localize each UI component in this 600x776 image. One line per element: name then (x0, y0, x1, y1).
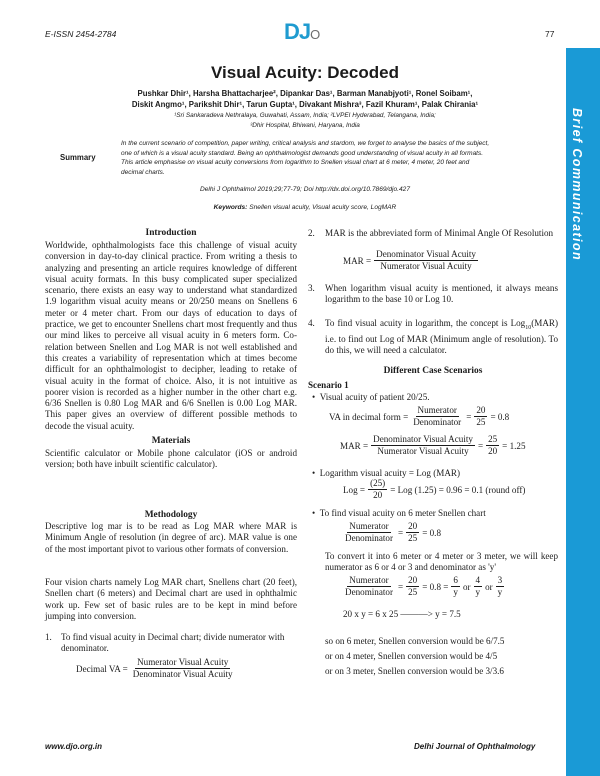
conversion-fraction-2 (451, 575, 460, 598)
article-type-sidebar (566, 48, 600, 776)
result-line-2: or on 4 meter, Snellen conversion would be 4/5 (325, 651, 498, 661)
affiliation-1: ¹Sri Sankaradeva Nethralaya, Guwahati, Assam, India; ²LVPEI Hyderabad, Telangana, India; (174, 112, 436, 119)
log-label: Log = (343, 484, 366, 495)
snellen-equals: = (397, 527, 404, 538)
journal-logo (284, 19, 320, 45)
conversion-fraction-1 (406, 575, 419, 598)
calc-line: 20 x y = 6 x 25 ———> y = 7.5 (343, 609, 461, 619)
mar-equals-2: = (477, 440, 484, 451)
cases-heading: Different Case Scenarios (383, 366, 483, 376)
methodology-text-1: Descriptive log mar is to be read as Log MAR where MAR is Minimum Angle of resolution (in degree of arc). MAR value is one of the most important pivot to various other formats of conversion. (45, 521, 297, 554)
conversion-f2-numerator: 6 (453, 575, 458, 585)
page-number: 77 (545, 29, 555, 39)
bullet-2-text: Logarithm visual acuity = Log (MAR) (319, 468, 460, 478)
conversion-equals: = (397, 581, 404, 592)
methodology-heading: Methodology (144, 510, 198, 520)
log-numerator: (25) (370, 478, 386, 488)
article-type-label: Brief Communication (570, 108, 584, 261)
item-4-text-a: To find visual acuity in logarithm, the concept is Log (325, 318, 526, 328)
conversion-fraction-4 (496, 575, 505, 598)
snellen-value-numerator: 20 (408, 521, 418, 531)
decimal-va-equation (76, 657, 235, 680)
keywords-list: Snellen visual acuity, Visual acuity score, LogMAR (249, 204, 397, 211)
conversion-f1-numerator: 20 (408, 575, 418, 585)
scenario-label: Scenario 1 (308, 380, 349, 390)
va-result: = 0.8 (490, 411, 510, 422)
conversion-f3-denominator: y (475, 587, 481, 597)
va-denominator: Denominator (413, 417, 462, 427)
summary-label: Summary (60, 153, 96, 162)
mar-fraction-2 (371, 434, 475, 457)
item-2-text: MAR is the abbreviated form of Minimal Angle Of Resolution (325, 228, 554, 238)
decimal-va-denominator: Denominator Visual Acuity (132, 669, 233, 679)
conversion-or-1: or (462, 581, 471, 592)
va-decimal-equation (329, 405, 509, 428)
mar-value-numerator: 25 (488, 434, 498, 444)
decimal-va-numerator: Numerator Visual Acuity (137, 657, 229, 667)
va-decimal-label: VA in decimal form = (329, 411, 409, 422)
va-value-numerator: 20 (476, 405, 486, 415)
item-4-number: 4. (308, 318, 315, 328)
item-3-number: 3. (308, 283, 315, 293)
item-4-text-b: (MAR) i.e. to find out Log of MAR (Minimum angle of resolution). To do this, we will need a calculator. (325, 318, 558, 356)
log-denominator: 20 (373, 490, 383, 500)
conversion-or-2: or (485, 581, 493, 592)
footer-url[interactable]: www.djo.org.in (45, 742, 103, 751)
conversion-f4-numerator: 3 (497, 575, 503, 585)
conversion-equals-2: = 0.8 = (422, 581, 449, 592)
mar-denominator: Numerator Visual Acuity (380, 261, 472, 271)
affiliations (60, 111, 550, 130)
conversion-fraction-3 (474, 575, 483, 598)
keywords (45, 204, 565, 211)
mar-label-2: MAR = (340, 440, 369, 451)
conversion-fraction (343, 575, 395, 598)
snellen-value-fraction (406, 521, 419, 544)
issn: E-ISSN 2454-2784 (45, 29, 117, 39)
snellen-numerator: Numerator (349, 521, 389, 531)
mar-result: = 1.25 (502, 440, 526, 451)
authors-line-1: Pushkar Dhir¹, Harsha Bhattacharjee², Dipankar Das¹, Barman Manabjyoti¹, Ronel Soibam¹, (137, 89, 473, 98)
result-line-3: or on 3 meter, Snellen conversion would be 3/3.6 (325, 666, 504, 676)
conversion-f4-denominator: y (497, 587, 503, 597)
va-equals: = (466, 411, 472, 422)
logo-suffix: O (310, 27, 321, 42)
logo-text: DJ (284, 19, 311, 44)
conversion-f1-denominator: 25 (408, 587, 418, 597)
log-equation (343, 478, 525, 501)
log-result: = Log (1.25) = 0.96 = 0.1 (round off) (390, 484, 526, 495)
mar-equation (343, 249, 478, 272)
conversion-numerator: Numerator (349, 575, 389, 585)
mar-numerator-2: Denominator Visual Acuity (373, 434, 473, 444)
authors-line-2: Diskit Angmo¹, Parikshit Dhir¹, Tarun Gupta¹, Divakant Mishra³, Fazil Khuram¹, Palak Chirania¹ (131, 100, 479, 110)
convert-text: To convert it into 6 meter or 4 meter or 3 meter, we will keep numerator as 6 or 4 or 3 and denominator as 'y' (325, 551, 558, 573)
summary-text: In the current scenario of competition, paper writing, critical analysis and stardom, we forget to analyse the basics of the subject, one of which is a visual acuity standard. Being an ophthalmologist demands good understanding of visual acuity in all formats. This article emphasise on visual acuity conversions from logarithm to Snellen visual chart at 6 meter, 4 meter, 20 feet and decimal charts. (121, 140, 490, 176)
affiliation-2: ³Dhir Hospital, Bhiwani, Haryana, India (250, 121, 360, 129)
item-1-number: 1. (45, 632, 52, 642)
snellen-fraction (343, 521, 395, 544)
snellen-result: = 0.8 (422, 527, 441, 538)
footer-journal: Delhi Journal of Ophthalmology (414, 742, 536, 751)
mar-value-denominator: 20 (488, 446, 498, 456)
materials-text: Scientific calculator or Mobile phone calculator (iOS or android version; both have inbuilt scientific calculator). (45, 448, 297, 470)
decimal-va-label: Decimal VA = (76, 663, 128, 674)
conversion-denominator: Denominator (345, 587, 393, 597)
mar-equation-2 (340, 434, 526, 457)
mar-label: MAR = (343, 255, 372, 266)
va-fraction (411, 405, 463, 428)
citation: Delhi J Ophthalmol 2019;29;77-79; Doi http://dx.doi.org/10.7869/djo.427 (199, 186, 411, 193)
snellen-equation (343, 521, 441, 544)
bullet-3-text: To find visual acuity on 6 meter Snellen chart (319, 508, 486, 518)
keywords-label: Keywords: (213, 204, 248, 211)
mar-fraction (374, 249, 478, 272)
bullet-1-text: Visual acuity of patient 20/25. (319, 392, 430, 402)
va-value-denominator: 25 (476, 417, 486, 427)
bullet-1: • Visual acuity of patient 20/25. (312, 392, 430, 402)
snellen-value-denominator: 25 (408, 533, 418, 543)
materials-heading: Materials (151, 436, 191, 446)
conversion-f2-denominator: y (453, 587, 458, 597)
conversion-f3-numerator: 4 (475, 575, 481, 585)
item-3-text: When logarithm visual acuity is mentioned, it always means logarithm to the base 10 or Log 10. (325, 283, 558, 305)
item-4-text (325, 318, 558, 357)
conversion-equation (343, 575, 504, 598)
bullet-3: • To find visual acuity on 6 meter Snellen chart (312, 508, 486, 518)
intro-text: Worldwide, ophthalmologists face this challenge of visual acuity conversion in day-to-day clinical practice. From writing a thesis to analyzing and presenting an article requires knowledge of different visual acuity formats. In this busy complicated super specialized scenario, there exists an easy way to understand what standardized 1.9 logarithm visual acuity means or 20/250 means on Snellens 6 meter or 4 meter chart. From our days of education to days of practice, we get to encounter Snellens chart most frequently and thus our mind likes to perceive all visual acuity in 6 meters form. Co-relation between Snellen and Log MAR is not well established and this creates a variability of representation which at times become difficult for an ophthalmologist to decipher, leading to retake of visual acuity in the format of choice. Also, it is not intuitive as poorer vision is recorded as a higher number in the other chart e.g. 6/36 Snellen is 0.80 Log MAR and 6/6 Snellen is 0.00 Log MAR. This paper gives an overview of different possible methods to decode the visual acuity. (45, 240, 297, 431)
item-2-number: 2. (308, 228, 315, 238)
authors (60, 88, 550, 110)
item-4-subscript: 10 (525, 324, 532, 331)
va-value-fraction (474, 405, 487, 428)
intro-heading: Introduction (145, 228, 197, 238)
snellen-denominator: Denominator (345, 533, 393, 543)
log-fraction (368, 478, 387, 501)
decimal-va-fraction (131, 657, 235, 680)
mar-numerator: Denominator Visual Acuity (376, 249, 476, 259)
bullet-2: • Logarithm visual acuity = Log (MAR) (312, 468, 460, 478)
methodology-text-2: Four vision charts namely Log MAR chart, Snellens chart (20 feet), Snellen chart (6 meters) and Decimal chart are used in ophthalmic work up. Few set of basic rules are to be kept in mind before jumping into conversion. (45, 577, 297, 621)
result-line-1: so on 6 meter, Snellen conversion would be 6/7.5 (325, 636, 505, 646)
mar-value-fraction (486, 434, 499, 457)
item-1-text: To find visual acuity in Decimal chart; divide numerator with denominator. (61, 632, 285, 654)
mar-denominator-2: Numerator Visual Acuity (377, 446, 469, 456)
va-numerator: Numerator (417, 405, 457, 415)
article-title: Visual Acuity: Decoded (211, 63, 399, 82)
